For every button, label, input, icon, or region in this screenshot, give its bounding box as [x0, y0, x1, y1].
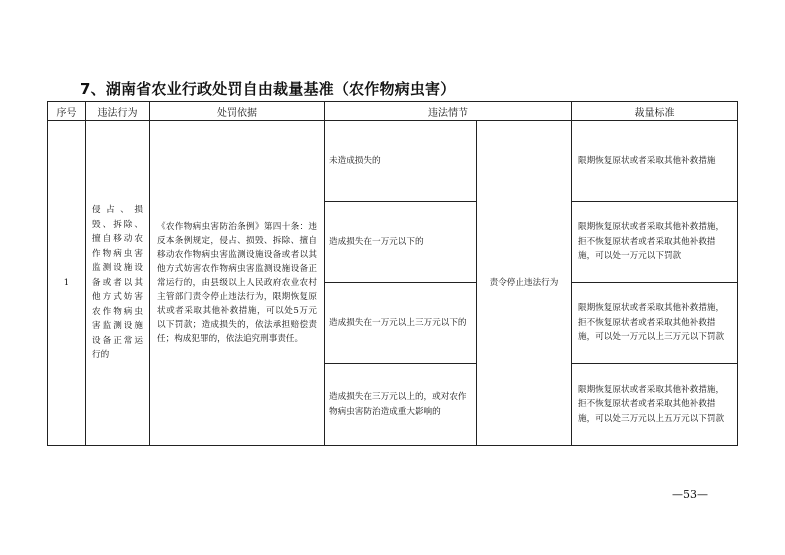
header-legal-basis: 处罚依据 [150, 102, 325, 121]
circumstance-cell: 造成损失在一万元以上三万元以下的 [325, 283, 477, 364]
header-number: 序号 [48, 102, 86, 121]
table-row [48, 121, 738, 202]
order-cell: 责令停止违法行为 [477, 121, 572, 446]
circumstance-cell: 造成损失在一万元以下的 [325, 202, 477, 283]
header-standard: 裁量标准 [572, 102, 738, 121]
standard-cell: 限期恢复原状或者采取其他补救措施，拒不恢复原状者或者采取其他补救措施，可以处一万元以下罚款 [572, 202, 738, 283]
header-violation: 违法行为 [86, 102, 150, 121]
legal-basis-cell: 《农作物病虫害防治条例》第四十条：违反本条例规定，侵占、损毁、拆除、擅自移动农作物病虫害监测设施设备或者以其他方式妨害农作物病虫害监测设施设备正常运行的，由县级以上人民政府农业农村主管部门责令停止违法行为，限期恢复原状或者采取其他补救措施，可以处5万元以下罚款；造成损失的，依法承担赔偿责任；构成犯罪的，依法追究刑事责任。 [150, 121, 325, 446]
standard-cell: 限期恢复原状或者采取其他补救措施 [572, 121, 738, 202]
header-circumstance: 违法情节 [325, 102, 572, 121]
circumstance-cell: 未造成损失的 [325, 121, 477, 202]
standard-cell: 限期恢复原状或者采取其他补救措施，拒不恢复原状者或者采取其他补救措施，可以处一万元以上三万元以下罚款 [572, 283, 738, 364]
document-title: 7、湖南省农业行政处罚自由裁量基准（农作物病虫害） [80, 80, 456, 98]
table-header-row [48, 102, 738, 121]
page-number: —53— [672, 488, 708, 501]
row-number: 1 [48, 121, 86, 446]
circumstance-cell: 造成损失在三万元以上的，或对农作物病虫害防治造成重大影响的 [325, 364, 477, 446]
violation-cell: 侵占、损毁、拆除、擅自移动农作物病虫害监测设施设备或者以其他方式妨害农作物病虫害监测设施设备正常运行的 [86, 121, 150, 446]
standard-cell: 限期恢复原状或者采取其他补救措施，拒不恢复原状者或者采取其他补救措施，可以处三万元以上五万元以下罚款 [572, 364, 738, 446]
penalty-standard-table [47, 101, 738, 446]
